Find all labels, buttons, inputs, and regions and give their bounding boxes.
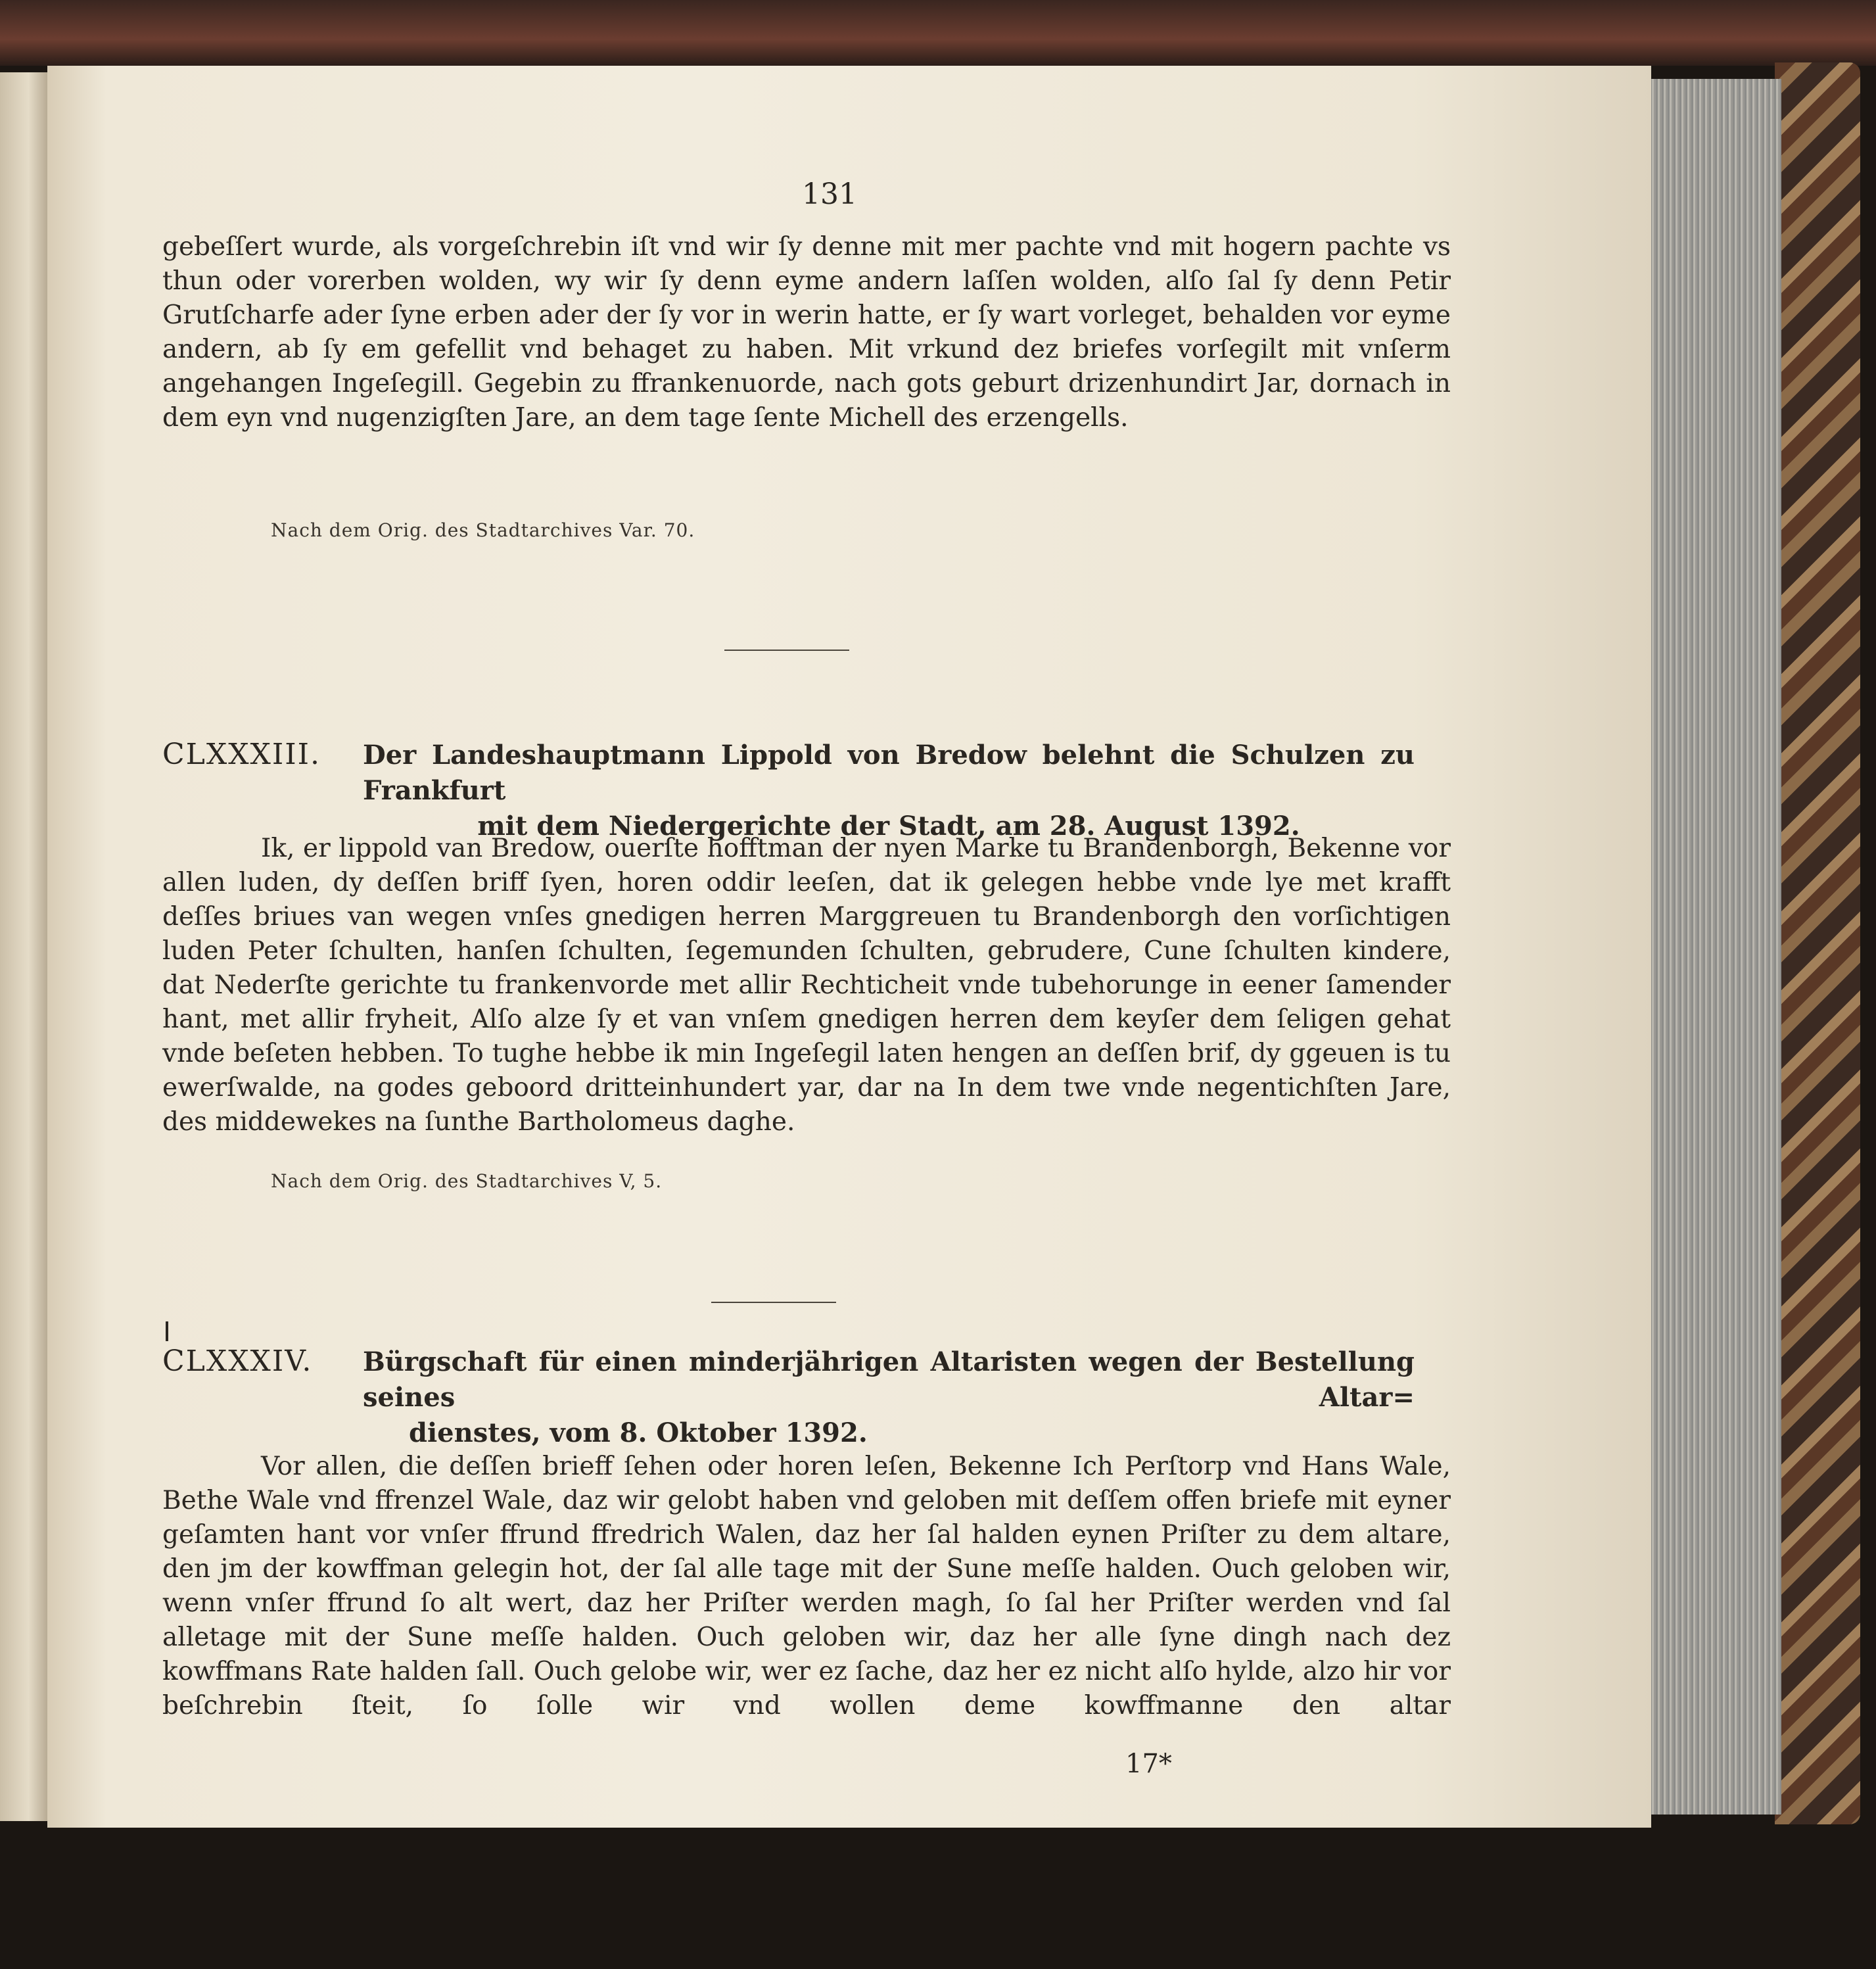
book-cover-top (0, 0, 1876, 66)
document-title-line2: dienstes, vom 8. Oktober 1392. (409, 1417, 868, 1448)
page-edges (1650, 79, 1781, 1815)
document-title (363, 1344, 1415, 1451)
document-number: CLXXXIV. (162, 1344, 313, 1378)
signature-mark: 17* (1125, 1749, 1172, 1779)
document-title-line1: Der Landeshauptmann Lippold von Bredow belehnt die Schulzen zu Frankfurt (363, 740, 1415, 806)
previous-entry-source: Nach dem Orig. des Stadtarchives Var. 70. (271, 519, 695, 541)
page-number: 131 (802, 178, 857, 211)
document-paragraph: Vor allen, die deſſen brieff ſehen oder horen leſen, Bekenne Ich Perſtorp vnd Hans Wale, Bethe Wale vnd ffrenzel Wale, daz wir gelobt haben vnd geloben mit deſſem offen briefe mit eyner geſamten hant vor vnſer ffrund ffredrich Walen, daz her ſal halden eynen Priſter zu dem altare, den jm der kowffman gelegin hot, der ſal alle tage mit der Sune meſſe halden. Ouch geloben wir, wenn vnſer ffrund ſo alt wert, daz her Priſter werden magh, ſo ſal her Priſter werden vnd ſal alletage mit der Sune meſſe halden. Ouch geloben wir, daz her alle ſyne dingh nach dez kowffmans Rate halden ſall. Ouch gelobe wir, wer ez ſache, daz her ez nicht alſo hylde, alzo hir vor beſchrebin ſteit, ſo ſolle wir vnd wollen deme kowffmanne den altar (162, 1452, 1451, 1720)
previous-entry-paragraph: gebeſſert wurde, als vorgeſchrebin iſt vnd wir ſy denne mit mer pachte vnd mit hogern pachte vs thun oder vorerben wolden, wy wir ſy denn eyme andern laſſen wolden, alſo ſal ſy denn Petir Grutſcharfe ader ſyne erben ader der ſy vor in werin hatte, er ſy wart vorleget, behalden vor eyme andern, ab ſy em gefellit vnd behaget zu haben. Mit vrkund dez briefes vorſegilt mit vnſerm angehangen Ingeſegill. Gegebin zu ffrankenuorde, nach gots geburt drizenhundirt Jar, dornach in dem eyn vnd nugenzigſten Jare, an dem tage ſente Michell des erzengells. (162, 232, 1451, 433)
left-page-edge (0, 72, 47, 1821)
document-title-line2: mit dem Niedergerichte der Stadt, am 28. August 1392. (477, 811, 1300, 842)
section-divider (711, 1302, 836, 1303)
book-page (47, 66, 1651, 1828)
document-source: Nach dem Orig. des Stadtarchives V, 5. (271, 1170, 663, 1192)
section-divider (724, 650, 849, 651)
document-title (363, 738, 1415, 844)
document-title-line1: Bürgschaft für einen minderjährigen Altaristen wegen der Bestellung seines Altar= (363, 1346, 1415, 1413)
book-cover-board (1775, 62, 1860, 1824)
margin-mark (166, 1321, 168, 1341)
document-paragraph: Ik, er lippold van Bredow, ouerſte hofftman der nyen Marke tu Brandenborgh, Bekenne vor allen luden, dy deſſen briff ſyen, horen oddir leeſen, dat ik gelegen hebbe vnde lye met krafft deſſes briues van wegen vnſes gnedigen herren Marggreuen tu Brandenborgh den vorſichtigen luden Peter ſchulten, hanſen ſchulten, ſegemunden ſchulten, gebrudere, Cune ſchulten kindere, dat Nederſte gerichte tu frankenvorde met allir Rechticheit vnde tubehorunge in eener ſamender hant, met allir fryheit, Alſo alze ſy et van vnſem gnedigen herren dem keyſer dem ſeligen gehat vnde beſeten hebben. To tughe hebbe ik min Ingeſegil laten hengen an deſſen brif, dy ggeuen is tu ewerſwalde, na godes geboord dritteinhundert yar, dar na In dem twe vnde negentichſten Jare, des middewekes na ſunthe Bartholomeus daghe. (162, 834, 1451, 1137)
document-number: CLXXXIII. (162, 738, 321, 771)
